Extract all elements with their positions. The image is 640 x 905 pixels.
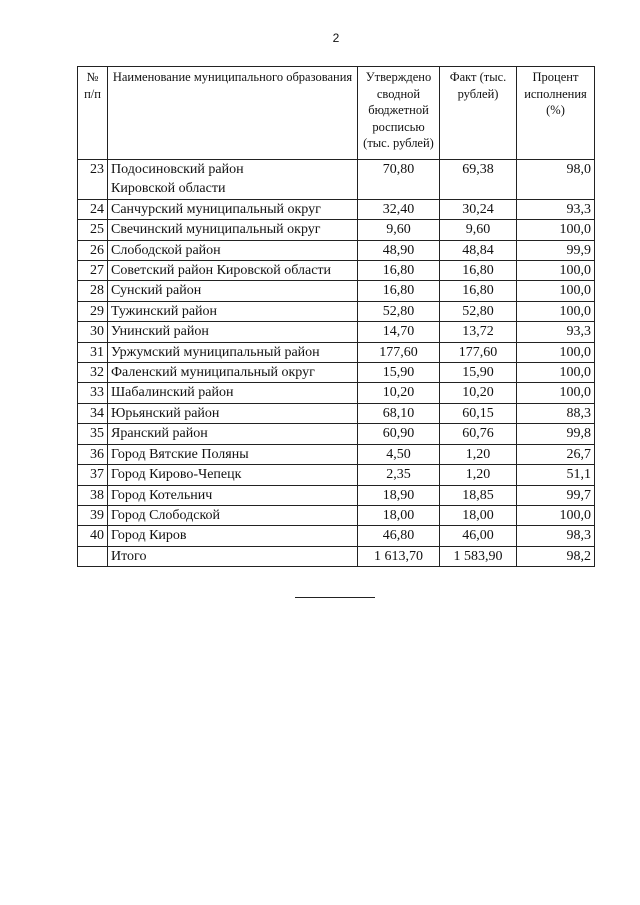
cell-num: 29 (78, 301, 108, 321)
cell-num: 26 (78, 240, 108, 260)
cell-fact: 30,24 (440, 199, 517, 219)
cell-pct: 93,3 (517, 199, 595, 219)
cell-plan: 4,50 (358, 444, 440, 464)
cell-plan: 52,80 (358, 301, 440, 321)
cell-pct: 98,0 (517, 160, 595, 200)
cell-plan: 177,60 (358, 342, 440, 362)
cell-num: 28 (78, 281, 108, 301)
cell-num: 39 (78, 505, 108, 525)
cell-num (78, 546, 108, 566)
cell-fact: 52,80 (440, 301, 517, 321)
header-pct: Процент исполнения (%) (517, 67, 595, 160)
cell-fact: 16,80 (440, 281, 517, 301)
cell-name: Шабалинский район (108, 383, 358, 403)
cell-plan: 18,00 (358, 505, 440, 525)
cell-name: Уржумский муниципальный район (108, 342, 358, 362)
table-row (78, 322, 595, 342)
cell-plan: 2,35 (358, 465, 440, 485)
cell-pct: 99,9 (517, 240, 595, 260)
cell-plan: 9,60 (358, 220, 440, 240)
cell-plan: 46,80 (358, 526, 440, 546)
cell-num: 32 (78, 363, 108, 383)
total-row (78, 546, 595, 566)
cell-plan: 32,40 (358, 199, 440, 219)
cell-pct: 100,0 (517, 261, 595, 281)
cell-name: Яранский район (108, 424, 358, 444)
cell-fact: 48,84 (440, 240, 517, 260)
page-number: 2 (332, 31, 340, 45)
cell-name: Унинский район (108, 322, 358, 342)
cell-num: 33 (78, 383, 108, 403)
cell-pct: 26,7 (517, 444, 595, 464)
cell-name: Тужинский район (108, 301, 358, 321)
cell-num: 23 (78, 160, 108, 200)
table-row (78, 342, 595, 362)
cell-pct: 99,8 (517, 424, 595, 444)
table-row (78, 240, 595, 260)
cell-name: Город Киров (108, 526, 358, 546)
cell-num: 30 (78, 322, 108, 342)
table-row (78, 199, 595, 219)
cell-num: 27 (78, 261, 108, 281)
budget-execution-table (77, 66, 595, 567)
cell-fact: 16,80 (440, 261, 517, 281)
cell-num: 25 (78, 220, 108, 240)
cell-fact: 46,00 (440, 526, 517, 546)
cell-pct: 98,2 (517, 546, 595, 566)
table-row (78, 424, 595, 444)
cell-name: Юрьянский район (108, 403, 358, 423)
cell-pct: 100,0 (517, 342, 595, 362)
cell-plan: 68,10 (358, 403, 440, 423)
cell-num: 36 (78, 444, 108, 464)
cell-name: Советский район Кировской области (108, 261, 358, 281)
cell-name: Слободской район (108, 240, 358, 260)
cell-fact: 1,20 (440, 444, 517, 464)
cell-pct: 100,0 (517, 301, 595, 321)
cell-pct: 98,3 (517, 526, 595, 546)
cell-name: Подосиновский район Кировской области (108, 160, 358, 200)
header-plan: Утверждено сводной бюджетной росписью (тыс. рублей) (358, 67, 440, 160)
cell-num: 37 (78, 465, 108, 485)
cell-name: Итого (108, 546, 358, 566)
cell-plan: 1 613,70 (358, 546, 440, 566)
cell-pct: 100,0 (517, 383, 595, 403)
cell-name: Санчурский муниципальный округ (108, 199, 358, 219)
cell-fact: 60,15 (440, 403, 517, 423)
divider-line (295, 597, 375, 598)
cell-fact: 9,60 (440, 220, 517, 240)
cell-pct: 100,0 (517, 281, 595, 301)
header-num: № п/п (78, 67, 108, 160)
table-row (78, 363, 595, 383)
cell-name: Свечинский муниципальный округ (108, 220, 358, 240)
cell-plan: 14,70 (358, 322, 440, 342)
cell-pct: 93,3 (517, 322, 595, 342)
table-row (78, 281, 595, 301)
cell-plan: 18,90 (358, 485, 440, 505)
cell-fact: 18,00 (440, 505, 517, 525)
cell-name: Город Вятские Поляны (108, 444, 358, 464)
cell-plan: 70,80 (358, 160, 440, 200)
cell-pct: 88,3 (517, 403, 595, 423)
table-body (78, 160, 595, 567)
cell-plan: 16,80 (358, 281, 440, 301)
cell-fact: 60,76 (440, 424, 517, 444)
cell-fact: 1,20 (440, 465, 517, 485)
cell-fact: 177,60 (440, 342, 517, 362)
cell-num: 24 (78, 199, 108, 219)
table-row (78, 485, 595, 505)
cell-fact: 1 583,90 (440, 546, 517, 566)
cell-name: Сунский район (108, 281, 358, 301)
table-row (78, 465, 595, 485)
cell-plan: 10,20 (358, 383, 440, 403)
table-row (78, 505, 595, 525)
cell-num: 35 (78, 424, 108, 444)
cell-name: Город Кирово-Чепецк (108, 465, 358, 485)
cell-fact: 69,38 (440, 160, 517, 200)
cell-name: Город Котельнич (108, 485, 358, 505)
cell-fact: 18,85 (440, 485, 517, 505)
table-row (78, 383, 595, 403)
cell-num: 34 (78, 403, 108, 423)
cell-fact: 10,20 (440, 383, 517, 403)
cell-plan: 48,90 (358, 240, 440, 260)
table-row (78, 526, 595, 546)
cell-plan: 16,80 (358, 261, 440, 281)
cell-plan: 15,90 (358, 363, 440, 383)
cell-name: Город Слободской (108, 505, 358, 525)
cell-fact: 15,90 (440, 363, 517, 383)
cell-num: 40 (78, 526, 108, 546)
cell-pct: 100,0 (517, 220, 595, 240)
cell-num: 38 (78, 485, 108, 505)
table-row (78, 160, 595, 200)
header-name: Наименование муниципального образования (108, 67, 358, 160)
cell-pct: 99,7 (517, 485, 595, 505)
table-header-row (78, 67, 595, 160)
table-row (78, 444, 595, 464)
table-row (78, 261, 595, 281)
cell-pct: 100,0 (517, 505, 595, 525)
cell-name: Фаленский муниципальный округ (108, 363, 358, 383)
cell-plan: 60,90 (358, 424, 440, 444)
cell-pct: 100,0 (517, 363, 595, 383)
table-row (78, 301, 595, 321)
cell-pct: 51,1 (517, 465, 595, 485)
cell-fact: 13,72 (440, 322, 517, 342)
cell-num: 31 (78, 342, 108, 362)
table-row (78, 403, 595, 423)
header-fact: Факт (тыс. рублей) (440, 67, 517, 160)
table-row (78, 220, 595, 240)
